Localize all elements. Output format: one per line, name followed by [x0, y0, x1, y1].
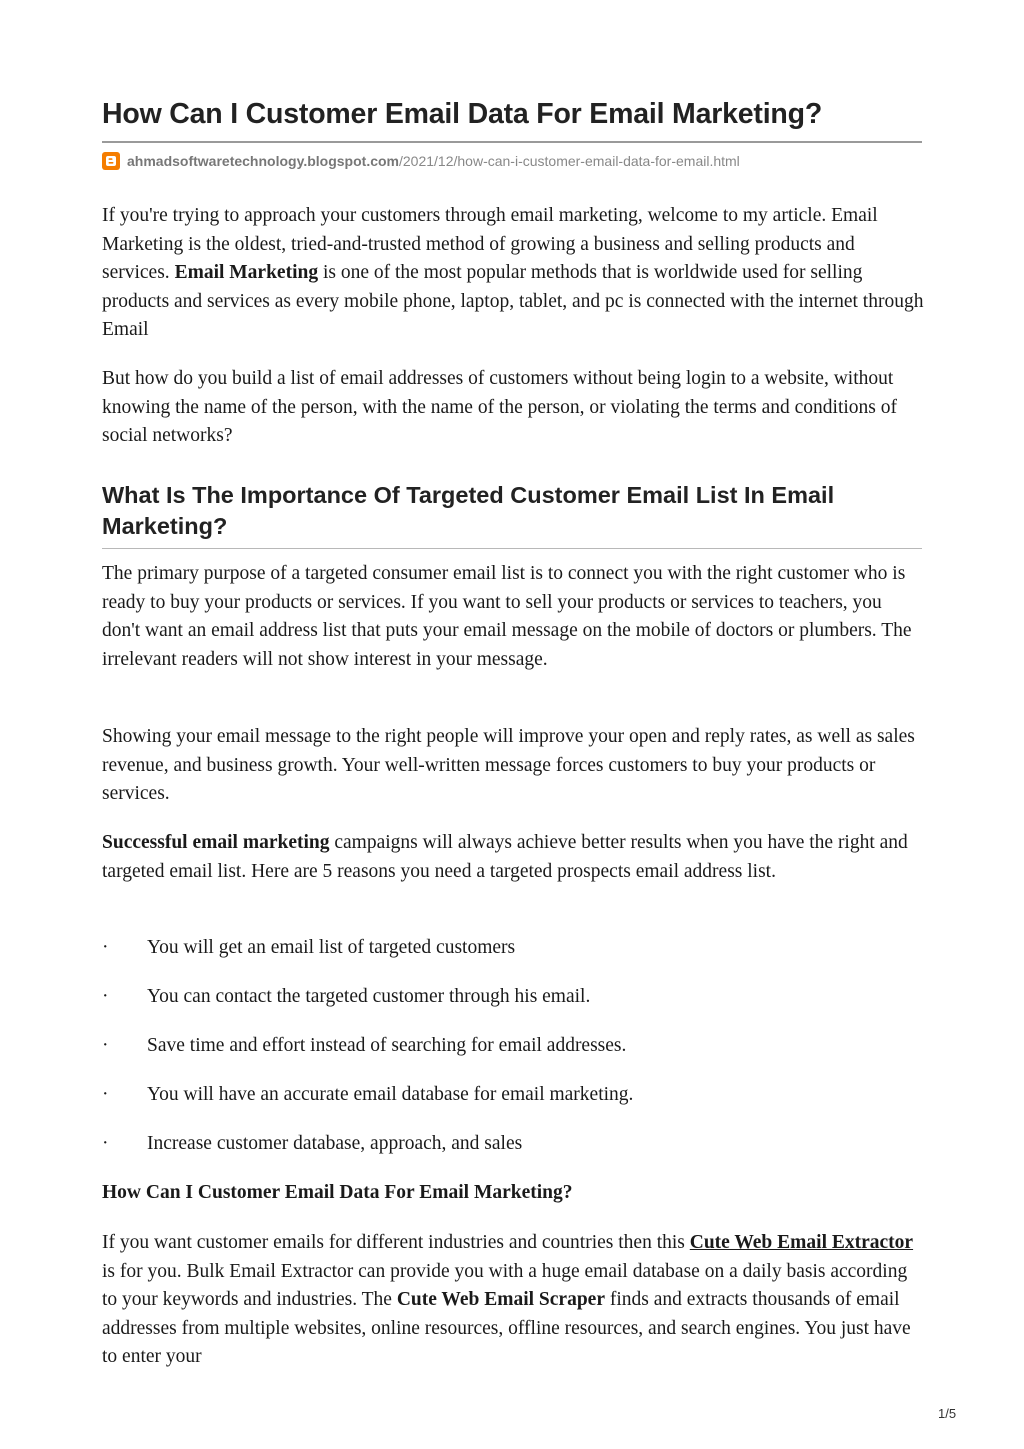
list-item-text: Save time and effort instead of searching for email addresses.: [147, 1035, 627, 1056]
bullet-symbol: ·: [102, 986, 109, 1007]
list-item-text: Increase customer database, approach, and sales: [147, 1133, 523, 1154]
list-item: [102, 934, 922, 983]
p1-bold: Email Marketing: [174, 262, 319, 283]
p6-bold: Cute Web Email Scraper: [396, 1289, 605, 1310]
p5-text: campaigns will always achieve better results when you have the right and targeted email list. Here are 5 reasons you need a targeted prospects email address list.: [102, 832, 908, 882]
p6-text-c: finds and extracts thousands of email addresses from multiple websites, online resources, offline resources, and search engines. You just have to enter your: [102, 1289, 911, 1367]
bullet-symbol: ·: [102, 1133, 109, 1154]
section-paragraph-2: [102, 723, 924, 809]
p1-text-a: If you're trying to approach your customers through email marketing, welcome to my article. Email Marketing is the oldest, tried-and-trusted method of growing a business and selling products and services.: [102, 205, 878, 283]
list-item: [102, 1081, 922, 1130]
p6-text-b: is for you. Bulk Email Extractor can provide you with a huge email database on a daily basis according to your keywords and industries. The: [102, 1260, 908, 1310]
bullet-symbol: ·: [102, 1035, 109, 1056]
page-title: How Can I Customer Email Data For Email Marketing?: [102, 98, 823, 130]
cute-web-email-extractor-link[interactable]: Cute Web Email Extractor: [689, 1232, 914, 1253]
source-url[interactable]: [102, 150, 740, 172]
list-item: [102, 983, 922, 1032]
section-paragraph-1: [102, 560, 924, 674]
intro-paragraph-1: [102, 202, 924, 345]
section-paragraph-3: [102, 829, 924, 886]
list-item-text: You will have an accurate email database for email marketing.: [147, 1084, 634, 1105]
section-heading: What Is The Importance Of Targeted Customer Email List In Email Marketing?: [102, 482, 835, 539]
list-item-text: You can contact the targeted customer through his email.: [147, 986, 591, 1007]
p3-text: The primary purpose of a targeted consumer email list is to connect you with the right customer who is ready to buy your products or services. If you want to sell your products or services to teachers, you don't want an email address list that puts your email message on the mobile of doctors or plumbers. The irrelevant readers will not show interest in your message.: [102, 563, 912, 670]
bullet-symbol: ·: [102, 1084, 109, 1105]
intro-paragraph-2: [102, 365, 924, 451]
list-item-text: You will get an email list of targeted customers: [147, 937, 516, 958]
sub-heading: How Can I Customer Email Data For Email Marketing?: [102, 1182, 573, 1203]
title-divider: [102, 141, 922, 143]
p5-bold: Successful email marketing: [102, 832, 330, 853]
p4-text: Showing your email message to the right people will improve your open and reply rates, as well as sales revenue, and business growth. Your well-written message forces customers to buy your products or services.: [102, 726, 915, 804]
section-divider: [102, 548, 922, 549]
page-number: 1/5: [938, 1406, 957, 1421]
blogger-icon: [102, 152, 120, 170]
bullet-symbol: ·: [102, 937, 109, 958]
section-paragraph-4: [102, 1229, 924, 1372]
p2-text: But how do you build a list of email addresses of customers without being login to a website, without knowing the name of the person, with the name of the person, or violating the terms and conditions of social networks?: [102, 368, 897, 446]
list-item: [102, 1130, 922, 1179]
source-path[interactable]: /2021/12/how-can-i-customer-email-data-for-email.html: [399, 153, 740, 169]
p6-text-a: If you want customer emails for different industries and countries then this: [102, 1232, 690, 1253]
p1-text-b: is one of the most popular methods that is worldwide used for selling products and services as every mobile phone, laptop, tablet, and pc is connected with the internet through Email: [102, 262, 924, 340]
reasons-list: [102, 934, 922, 1179]
list-item: [102, 1032, 922, 1081]
source-domain[interactable]: ahmadsoftwaretechnology.blogspot.com: [127, 153, 399, 169]
